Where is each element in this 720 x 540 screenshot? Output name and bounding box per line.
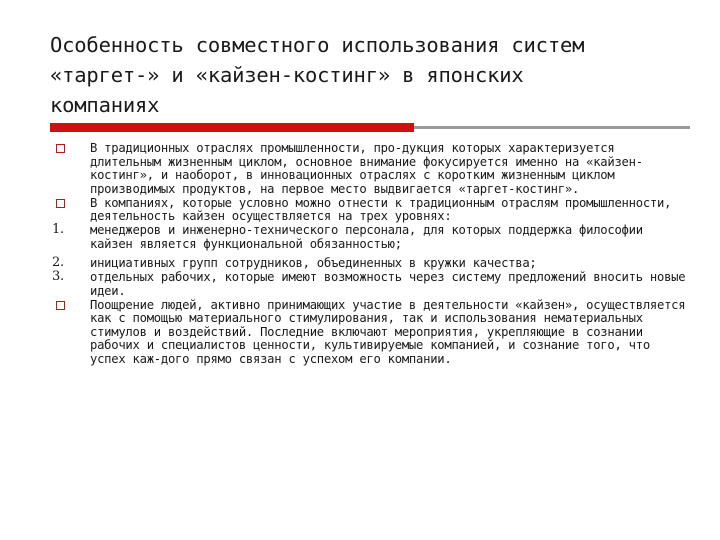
title-accent-bar — [50, 123, 414, 132]
list-item — [50, 257, 690, 271]
title-line-3: компаниях — [50, 93, 160, 117]
list-item — [50, 142, 690, 196]
square-bullet-icon — [56, 301, 65, 310]
list-item — [50, 271, 690, 298]
square-bullet-icon — [56, 144, 65, 153]
body-list — [50, 142, 690, 367]
list-item-text: Поощрение людей, активно принимающих участие в деятельности «кайзен», осуществляется как с помощью материального стимулирования, так и использования нематериальных стимулов и воздействий. Последние включают мероприятия, укрепляющие в сознании рабочих и специалистов ценности, культивируемые компанией, и сознание того, что успех каж-дого прямо связан с успехом его компании. — [90, 297, 686, 366]
list-item-text: инициативных групп сотрудников, объединенных в кружки качества; — [90, 256, 537, 270]
list-item — [50, 197, 690, 224]
list-item-text: В компаниях, которые условно можно отнести к традиционным отраслям промышленности, деятельность кайзен осуществляется на трех уровнях: — [90, 195, 672, 223]
square-bullet-icon — [56, 199, 65, 208]
list-item-text: отдельных рабочих, которые имеют возможность через систему предложений вносить новые идеи. — [90, 270, 686, 298]
title-line-1: Особенность совместного использования систем — [50, 33, 585, 57]
title-line-2: «таргет-» и «кайзен-костинг» в японских — [50, 63, 524, 87]
list-number: 2. — [52, 255, 64, 270]
list-item — [50, 224, 690, 251]
list-number: 3. — [52, 269, 64, 284]
list-item-text: менеджеров и инженерно-технического персонала, для которых поддержка философии кайзен является функциональной обязанностью; — [90, 223, 643, 251]
slide-title — [50, 30, 690, 120]
list-item-text: В традиционных отраслях промышленности, про-дукция которых характеризуется длительным жизненным циклом, основное внимание фокусируется именно на «кайзен-костинг», и наоборот, в инновационных отраслях с коротким жизненным циклом производимых продуктов, на первое место выдвигается «таргет-костинг». — [90, 141, 643, 196]
list-item — [50, 299, 690, 367]
list-number: 1. — [52, 222, 64, 237]
